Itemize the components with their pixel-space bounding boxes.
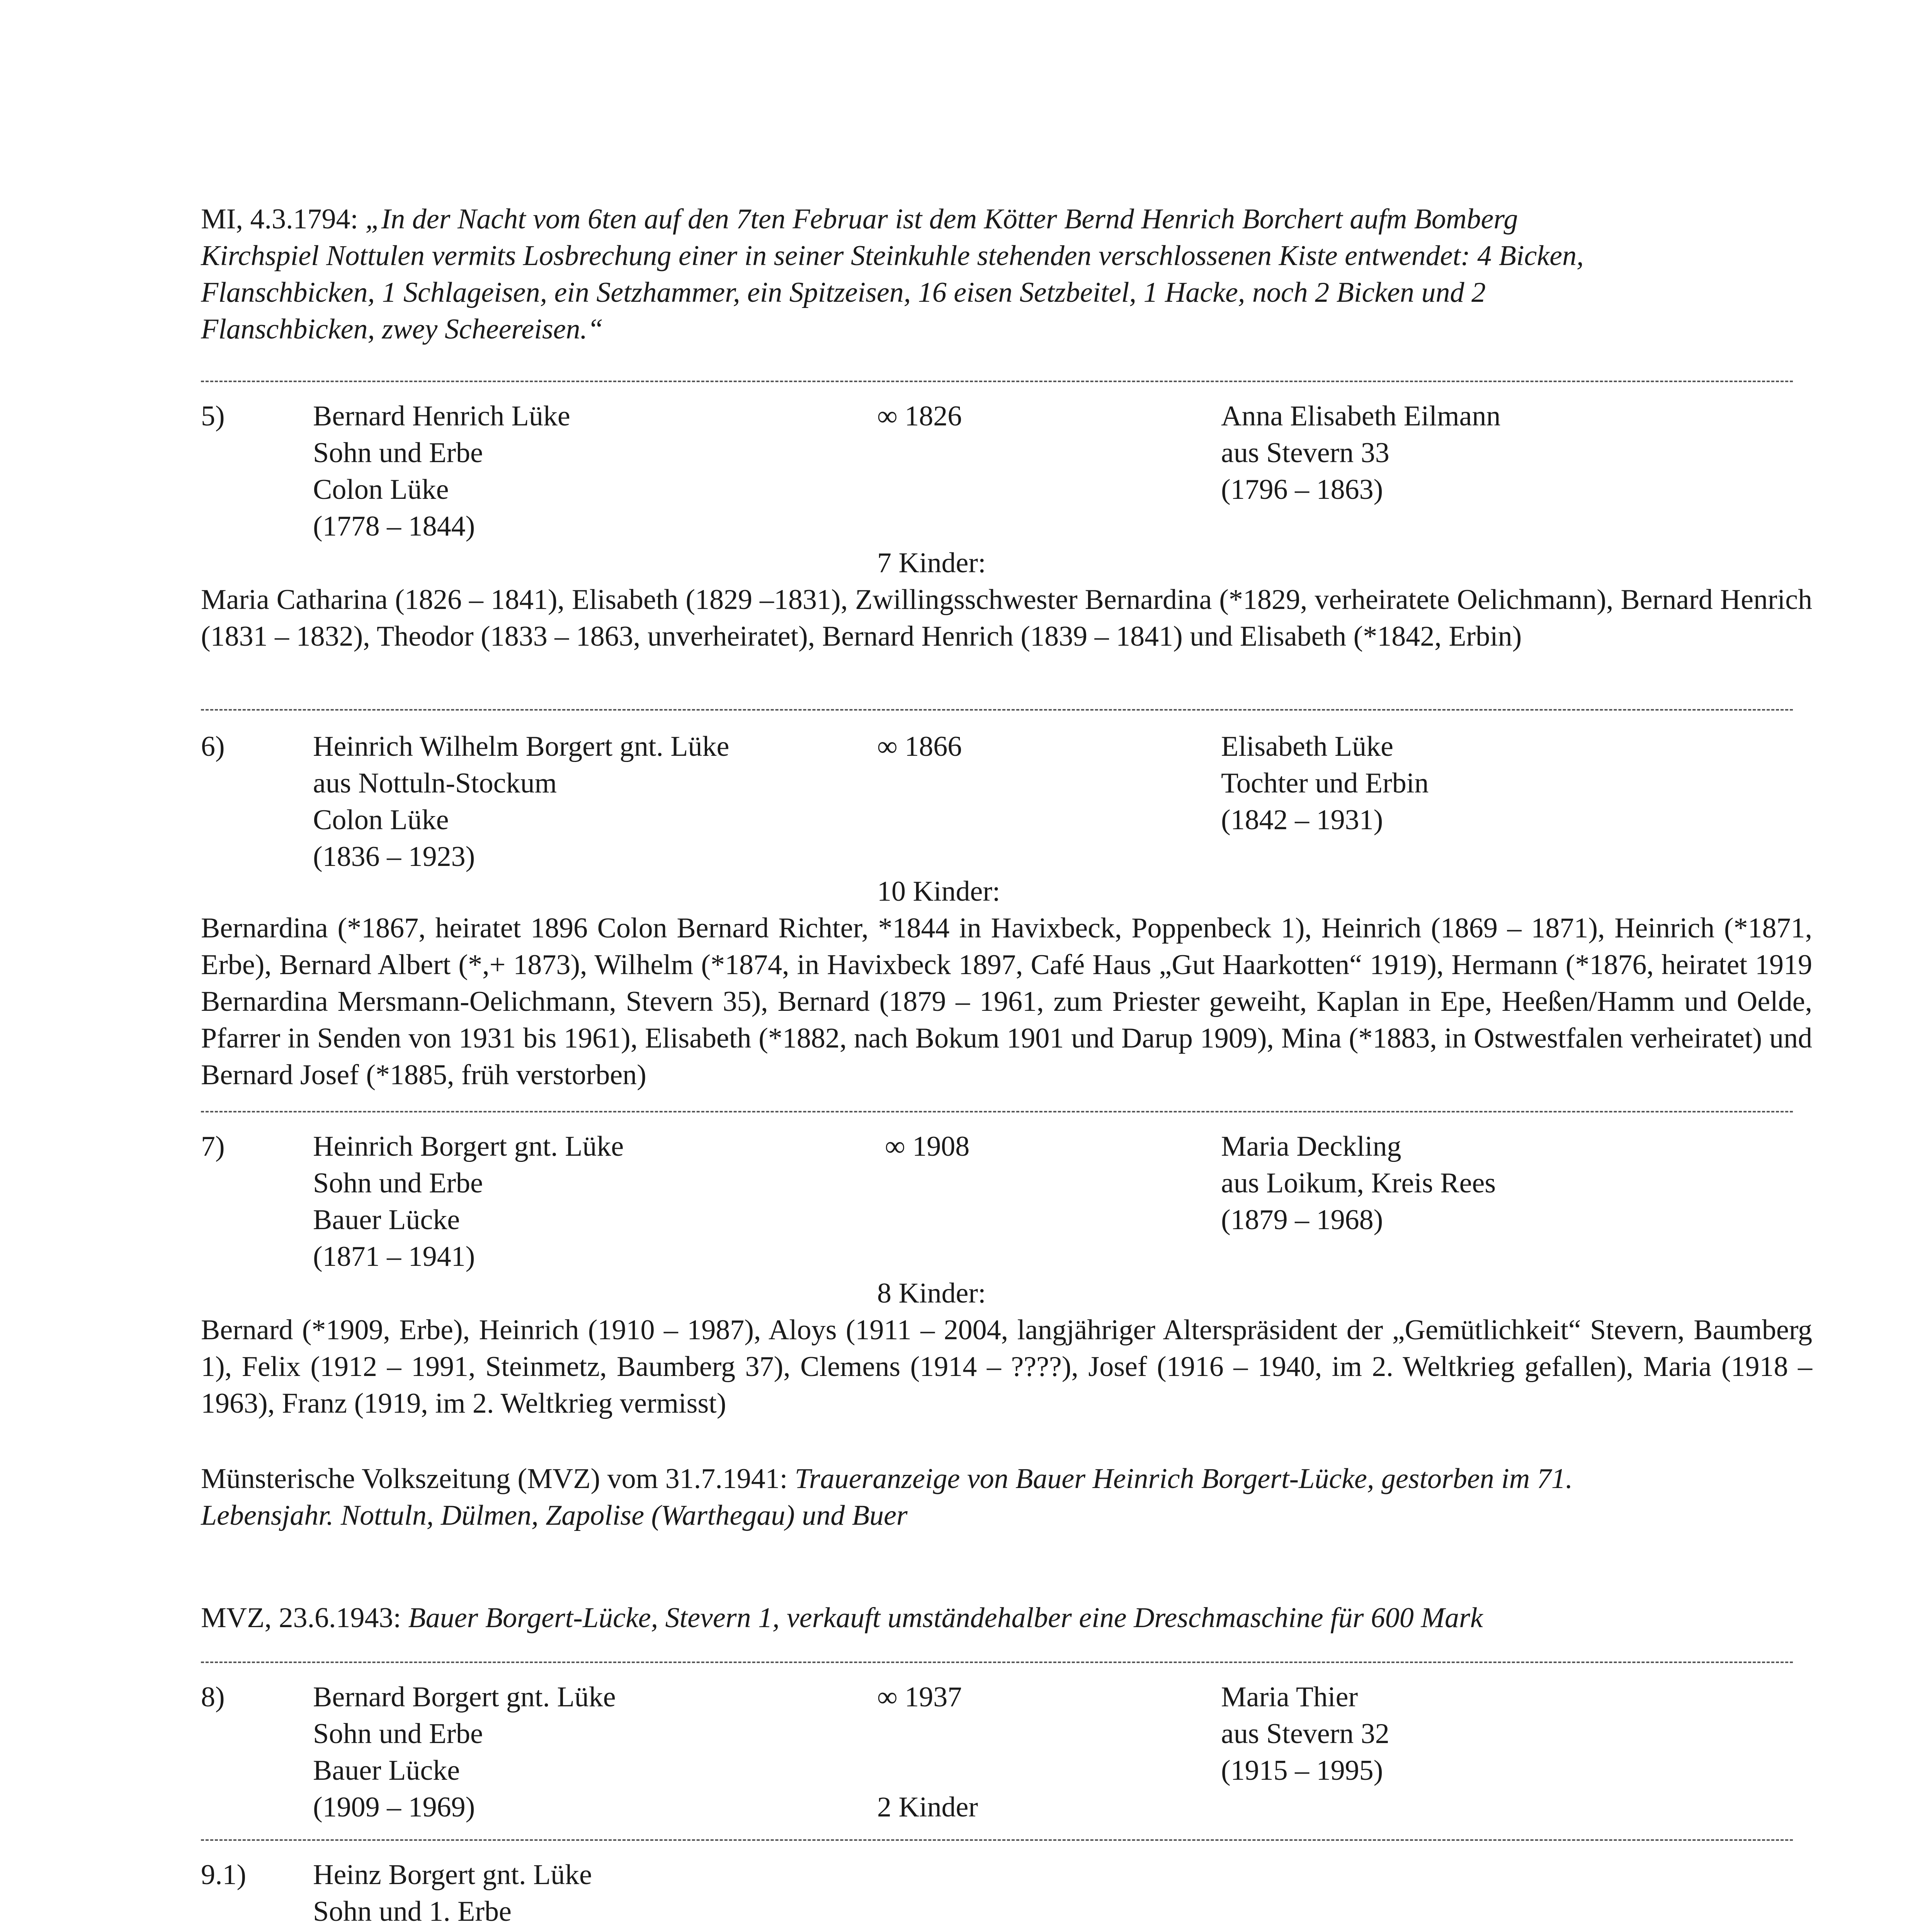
spouse-line: aus Loikum, Kreis Rees [1221, 1167, 1496, 1199]
entry-number: 7) [201, 1131, 225, 1162]
spouse-line: aus Stevern 33 [1221, 437, 1389, 469]
separator [201, 381, 1793, 382]
person-name: Bernard Henrich Lüke [313, 400, 570, 432]
person-name: Heinrich Wilhelm Borgert gnt. Lüke [313, 731, 730, 762]
intro-quote-line: Flanschbicken, 1 Schlageisen, ein Setzhammer, ein Spitzeisen, 16 eisen Setzbeitel, 1 Hacke, noch 2 Bicken und 2 [201, 277, 1486, 308]
person-dates: (1871 – 1941) [313, 1241, 475, 1272]
marriage-year: ∞ 1866 [877, 731, 962, 762]
person-line: Sohn und 1. Erbe [313, 1896, 512, 1927]
note-text: Lebensjahr. Nottuln, Dülmen, Zapolise (Warthegau) und Buer [201, 1500, 908, 1531]
spouse-name: Elisabeth Lüke [1221, 731, 1393, 762]
person-dates: (1778 – 1844) [313, 510, 475, 542]
person-dates: (1909 – 1969) [313, 1791, 475, 1823]
person-line: Bauer Lücke [313, 1755, 460, 1786]
children-text: Maria Catharina (1826 – 1841), Elisabeth (1829 –1831), Zwillingsschwester Bernardina (*1829, verheiratete Oelichmann), Bernard Henrich (1831 – 1832), Theodor (1833 – 1863, unverheiratet), Bernard Henrich (1839 – 1841) und Elisabeth (*1842, Erbin) [201, 584, 1812, 652]
marriage-year: ∞ 1937 [877, 1681, 962, 1713]
person-name: Heinrich Borgert gnt. Lüke [313, 1131, 624, 1162]
intro-paragraph [201, 201, 1812, 348]
person-block [313, 728, 729, 875]
person-line: Sohn und Erbe [313, 1167, 483, 1199]
separator [201, 1111, 1793, 1112]
spouse-block [1221, 1679, 1389, 1789]
intro-quote-line: Flanschbicken, zwey Scheereisen.“ [201, 313, 604, 345]
spouse-block [1221, 398, 1500, 508]
spouse-dates: (1879 – 1968) [1221, 1204, 1383, 1236]
children-label: 7 Kinder: [877, 547, 986, 579]
person-dates: (1836 – 1923) [313, 841, 475, 872]
marriage-year: ∞ 1908 [885, 1131, 970, 1162]
newspaper-note [201, 1600, 1812, 1636]
entry-number: 9.1) [201, 1859, 247, 1891]
person-line: Sohn und Erbe [313, 1718, 483, 1750]
entry-number: 8) [201, 1681, 225, 1713]
person-block [313, 1128, 624, 1275]
person-line: Sohn und Erbe [313, 437, 483, 469]
spouse-line: Tochter und Erbin [1221, 767, 1429, 799]
spouse-name: Maria Deckling [1221, 1131, 1401, 1162]
separator [201, 709, 1793, 711]
note-text: Bauer Borgert-Lücke, Stevern 1, verkauft umständehalber eine Dreschmaschine für 600 Mark [408, 1602, 1483, 1634]
person-line: Colon Lüke [313, 474, 449, 505]
children-text: Bernardina (*1867, heiratet 1896 Colon Bernard Richter, *1844 in Havixbeck, Poppenbeck 1), Heinrich (1869 – 1871), Heinrich (*1871, Erbe), Bernard Albert (*,+ 1873), Wilhelm (*1874, in Havixbeck 1897, Café Haus „Gut Haarkotten“ 1919), Hermann (*1876, heiratet 1919 Bernardina Mersmann-Oelichmann, Stevern 35), Bernard (1879 – 1961, zum Priester geweiht, Kaplan in Epe, Heeßen/Hamm und Oelde, Pfarrer in Senden von 1931 bis 1961), Elisabeth (*1882, nach Bokum 1901 und Darup 1909), Mina (*1883, in Ostwestfalen verheiratet) und Bernard Josef (*1885, früh verstorben) [201, 912, 1812, 1091]
spouse-block [1221, 728, 1429, 838]
person-block [313, 1857, 592, 1932]
intro-quote-line: „In der Nacht vom 6ten auf den 7ten Februar ist dem Kötter Bernd Henrich Borchert aufm Bomberg [365, 203, 1518, 235]
separator [201, 1839, 1793, 1841]
spouse-block [1221, 1128, 1496, 1238]
entry-number: 6) [201, 731, 225, 762]
spouse-dates: (1915 – 1995) [1221, 1755, 1383, 1786]
marriage-year: ∞ 1826 [877, 400, 962, 432]
person-line [313, 1930, 592, 1932]
children-text: Bernard (*1909, Erbe), Heinrich (1910 – 1987), Aloys (1911 – 2004, langjähriger Alterspräsident der „Gemütlichkeit“ Stevern, Baumberg 1), Felix (1912 – 1991, Steinmetz, Baumberg 37), Clemens (1914 – ????), Josef (1916 – 1940, im 2. Weltkrieg gefallen), Maria (1918 – 1963), Franz (1919, im 2. Weltkrieg vermisst) [201, 1314, 1812, 1419]
separator [201, 1662, 1793, 1663]
note-source: Münsterische Volkszeitung (MVZ) vom 31.7.1941: [201, 1463, 795, 1495]
intro-quote-line: Kirchspiel Nottulen vermits Losbrechung einer in seiner Steinkuhle stehenden verschlossenen Kiste entwendet: 4 Bicken, [201, 240, 1584, 272]
entry-number: 5) [201, 400, 225, 432]
spouse-dates: (1796 – 1863) [1221, 474, 1383, 505]
person-block [313, 1679, 616, 1826]
spouse-dates: (1842 – 1931) [1221, 804, 1383, 836]
spouse-line: aus Stevern 32 [1221, 1718, 1389, 1750]
children-count: 2 Kinder [877, 1791, 978, 1823]
note-source: MVZ, 23.6.1943: [201, 1602, 408, 1634]
note-text: Traueranzeige von Bauer Heinrich Borgert-Lücke, gestorben im 71. [794, 1463, 1573, 1495]
person-line: Bauer Lücke [313, 1204, 460, 1236]
newspaper-note [201, 1461, 1812, 1534]
person-name: Heinz Borgert gnt. Lüke [313, 1859, 592, 1891]
person-name: Bernard Borgert gnt. Lüke [313, 1681, 616, 1713]
spouse-name: Anna Elisabeth Eilmann [1221, 400, 1501, 432]
children-label: 10 Kinder: [877, 876, 1000, 907]
children-label: 8 Kinder: [877, 1277, 986, 1309]
person-line: Colon Lüke [313, 804, 449, 836]
person-block [313, 398, 570, 545]
spouse-name: Maria Thier [1221, 1681, 1358, 1713]
intro-ref: MI, 4.3.1794: [201, 203, 366, 235]
person-line: aus Nottuln-Stockum [313, 767, 557, 799]
